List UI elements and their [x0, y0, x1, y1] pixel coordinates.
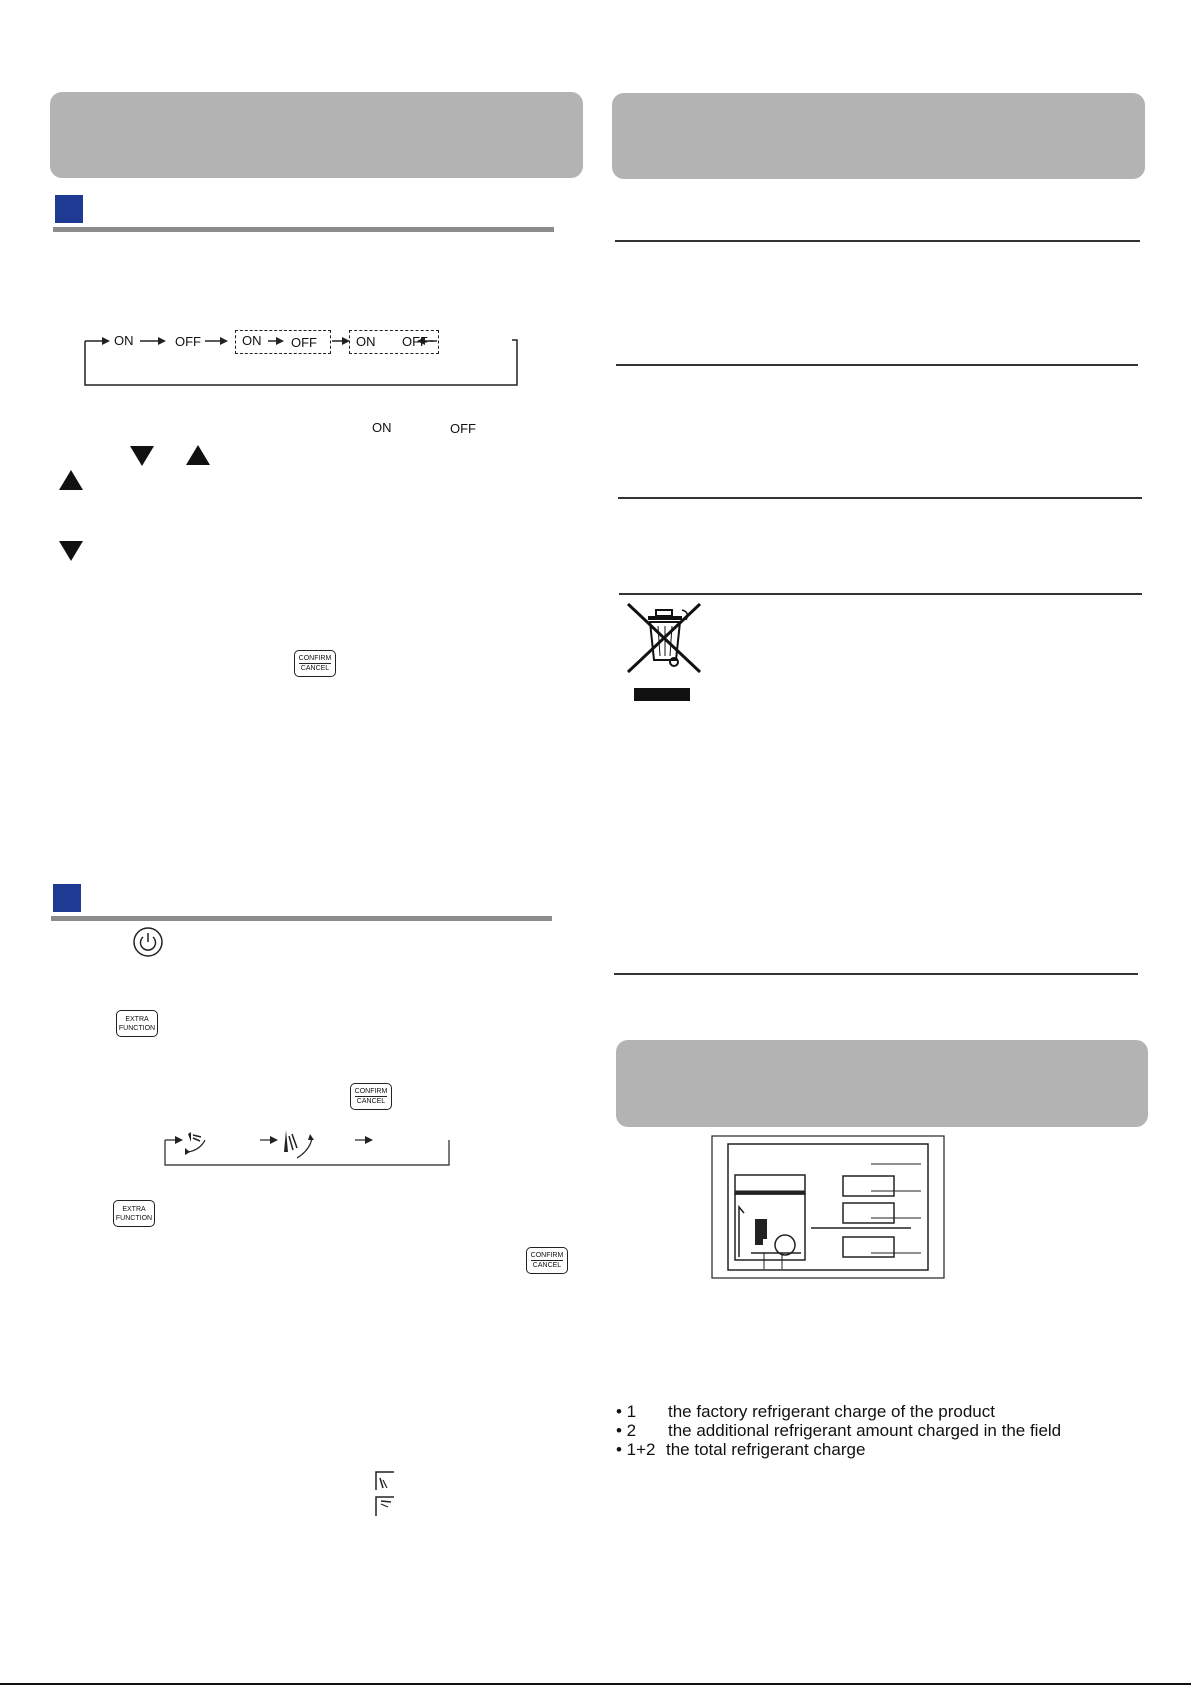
refrigerant-note-key: • 1 [616, 1402, 637, 1421]
timer-state-off-2: OFF [291, 335, 317, 350]
timer-state-on-3: ON [356, 334, 376, 349]
divider-line [614, 973, 1138, 975]
function-label: FUNCTION [118, 1024, 156, 1032]
timer-state-off-3: OFF [402, 334, 428, 349]
confirm-cancel-button[interactable] [350, 1083, 392, 1110]
timer-state-off-1: OFF [175, 334, 201, 349]
refrigerant-note-3 [616, 1440, 865, 1460]
up-arrow-icon [59, 470, 83, 490]
refrigerant-note-text: the total refrigerant charge [666, 1440, 866, 1459]
refrigerant-note-text: the additional refrigerant amount charged in the field [668, 1421, 1062, 1440]
swing-cycle-diagram [160, 1128, 455, 1168]
extra-label: EXTRA [125, 1015, 149, 1023]
divider-line [615, 240, 1140, 242]
refrigerant-section-banner [616, 1040, 1148, 1127]
swing-down-icon [376, 1472, 394, 1490]
confirm-label: CONFIRM [354, 1088, 388, 1095]
confirm-label: CONFIRM [530, 1252, 564, 1259]
confirm-cancel-button[interactable] [294, 650, 336, 677]
section-rule-2 [51, 916, 552, 921]
cancel-label: CANCEL [532, 1262, 562, 1269]
refrigerant-note-1 [616, 1402, 995, 1422]
section-marker-1 [55, 195, 83, 223]
timer-state-on-1: ON [114, 333, 134, 348]
cancel-label: CANCEL [356, 1098, 386, 1105]
power-icon[interactable] [132, 926, 164, 958]
section-marker-2 [53, 884, 81, 912]
confirm-label: CONFIRM [298, 655, 332, 662]
left-header-banner [50, 92, 583, 178]
down-arrow-icon [130, 446, 154, 466]
function-label: FUNCTION [115, 1214, 153, 1222]
up-arrow-icon [186, 445, 210, 465]
refrigerant-label-figure [711, 1135, 945, 1280]
right-header-banner [612, 93, 1145, 179]
refrigerant-note-key: • 1+2 [616, 1440, 656, 1459]
timer-state-on-2: ON [242, 333, 262, 348]
refrigerant-note-key: • 2 [616, 1421, 637, 1440]
extra-label: EXTRA [122, 1205, 146, 1213]
swing-icon [185, 1132, 205, 1155]
extra-function-button[interactable] [113, 1200, 155, 1227]
divider-line [619, 593, 1142, 595]
swing-up-icon [376, 1497, 394, 1516]
timer-legend-on: ON [372, 420, 392, 435]
refrigerant-note-2 [616, 1421, 1061, 1441]
section-rule-1 [53, 227, 554, 232]
weee-bin-icon [622, 600, 706, 704]
swing-icon [284, 1130, 314, 1158]
down-arrow-icon [59, 541, 83, 561]
swing-position-icons [374, 1470, 396, 1518]
timer-legend-off: OFF [450, 421, 476, 436]
confirm-cancel-button[interactable] [526, 1247, 568, 1274]
extra-function-button[interactable] [116, 1010, 158, 1037]
refrigerant-note-text: the factory refrigerant charge of the product [668, 1402, 995, 1421]
divider-line [618, 497, 1142, 499]
cancel-label: CANCEL [300, 665, 330, 672]
divider-line [616, 364, 1138, 366]
